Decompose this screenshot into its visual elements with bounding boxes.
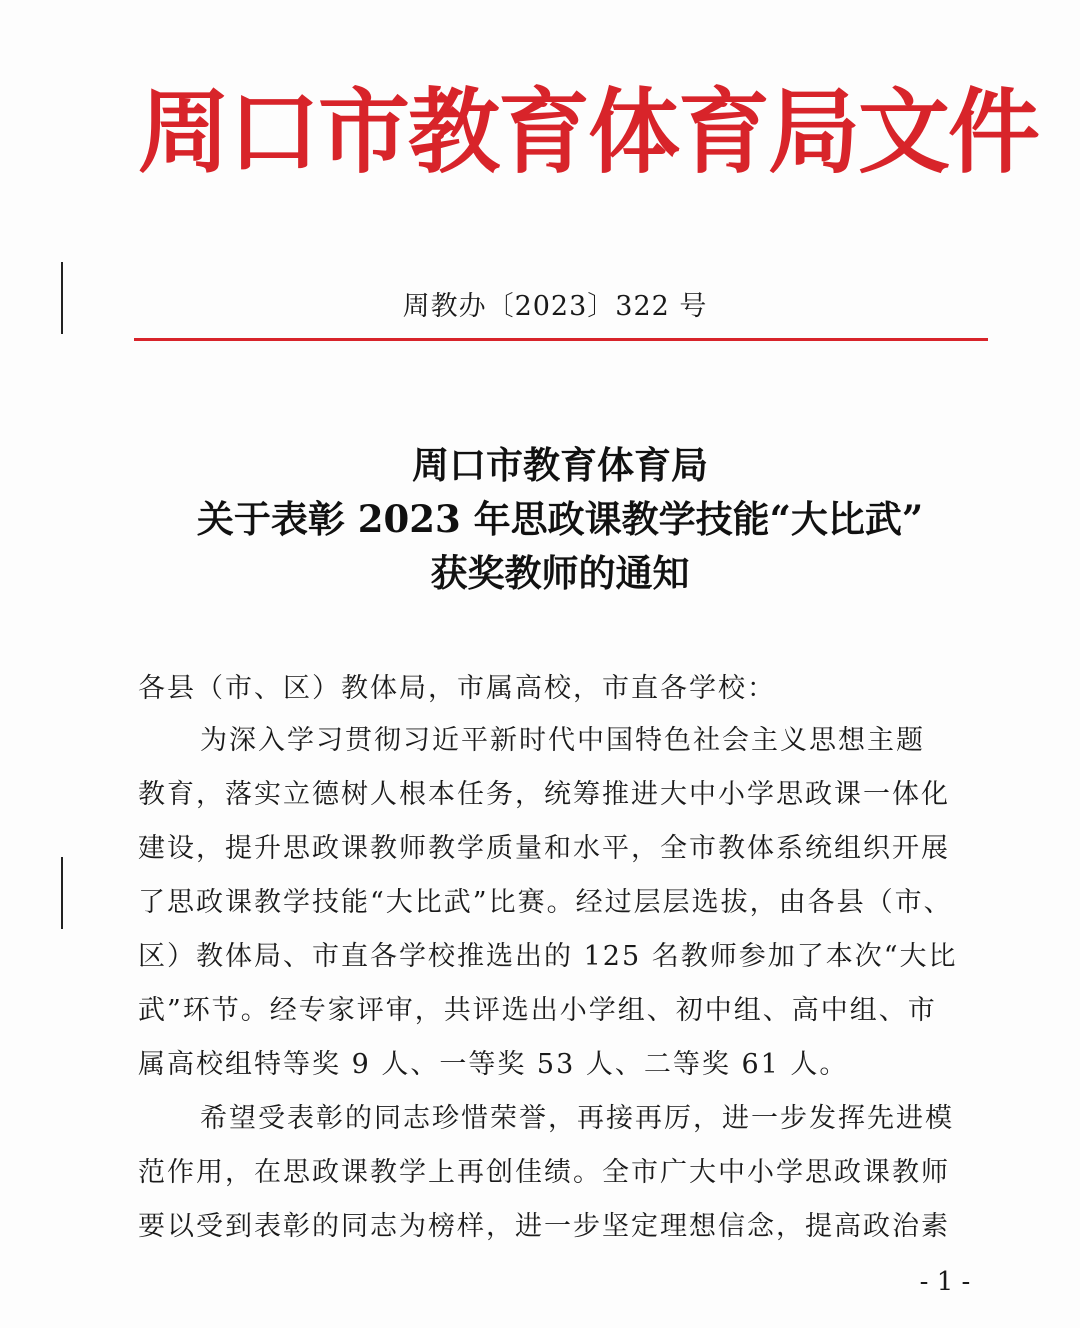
body-text-line: 为深入学习贯彻习近平新时代中国特色社会主义思想主题 — [200, 725, 925, 756]
notice-title — [120, 438, 1000, 600]
body-text-line: 希望受表彰的同志珍惜荣誉，再接再厉，进一步发挥先进模 — [200, 1103, 954, 1134]
body-text-line: 范作用，在思政课教学上再创佳绩。全市广大中小学思政课教师 — [138, 1157, 950, 1188]
document-header-title: 周口市教育体育局文件 — [138, 78, 1039, 186]
notice-title-line: 关于表彰 2023 年思政课教学技能“大比武” — [196, 497, 924, 541]
red-separator-rule — [134, 338, 988, 341]
body-text-line: 建设，提升思政课教师教学质量和水平，全市教体系统组织开展 — [138, 833, 950, 864]
body-text-line: 要以受到表彰的同志为榜样，进一步坚定理想信念，提高政治素 — [138, 1211, 950, 1242]
binding-edge-mark — [61, 857, 63, 929]
recipients-line: 各县（市、区）教体局，市属高校，市直各学校： — [138, 673, 776, 704]
body-text-line: 教育，落实立德树人根本任务，统筹推进大中小学思政课一体化 — [138, 779, 950, 810]
page-number: - 1 - — [919, 1267, 971, 1297]
notice-title-line: 周口市教育体育局 — [412, 443, 708, 487]
body-text-line: 了思政课教学技能“大比武”比赛。经过层层选拔，由各县（市、 — [138, 887, 953, 918]
body-text-line: 武”环节。经专家评审，共评选出小学组、初中组、高中组、市 — [138, 995, 937, 1026]
body-text-line: 属高校组特等奖 9 人、一等奖 53 人、二等奖 61 人。 — [138, 1049, 849, 1080]
body-text-line: 区）教体局、市直各学校推选出的 125 名教师参加了本次“大比 — [138, 941, 958, 972]
document-number: 周教办〔2023〕322 号 — [402, 291, 708, 322]
notice-title-line: 获奖教师的通知 — [430, 551, 690, 595]
